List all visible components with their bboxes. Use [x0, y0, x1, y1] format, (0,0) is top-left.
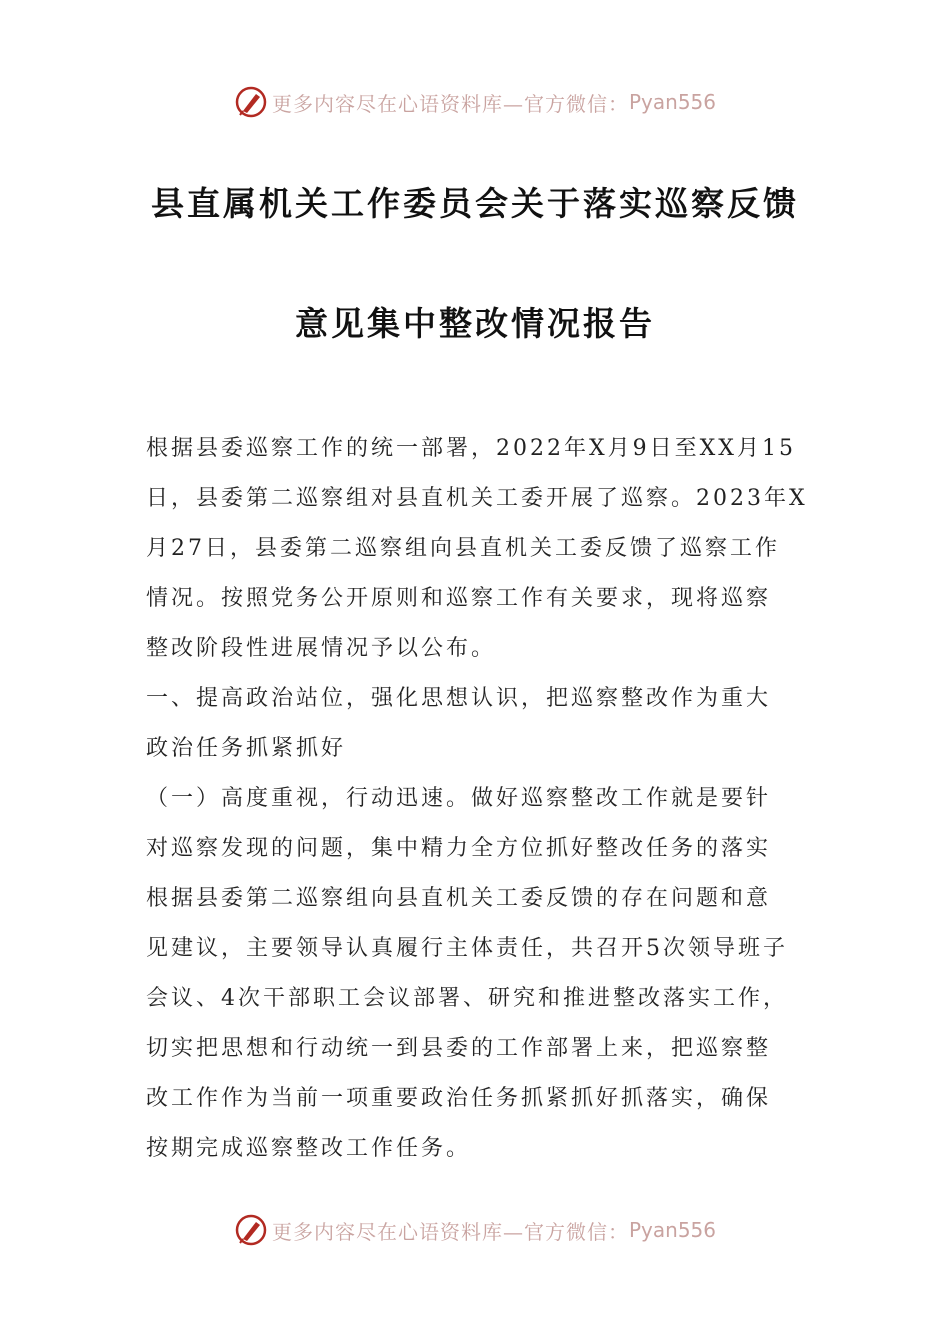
- body-line: 按期完成巡察整改工作任务。: [146, 1136, 472, 1161]
- section-heading-line: 政治任务抓紧抓好: [146, 736, 347, 761]
- footer-banner: [0, 1210, 950, 1250]
- pen-nib-logo-icon: [234, 1213, 268, 1247]
- pen-nib-logo-icon: [234, 85, 268, 119]
- banner-wechat-id: Pyan556: [628, 1218, 716, 1242]
- document-title-line-1: 县直属机关工作委员会关于落实巡察反馈: [151, 184, 799, 223]
- body-line: 改工作作为当前一项重要政治任务抓紧抓好抓落实，确保: [146, 1086, 772, 1111]
- body-line: 日，县委第二巡察组对县直机关工委开展了巡察。2023年X: [146, 486, 808, 511]
- body-line: 整改阶段性进展情况予以公布。: [146, 636, 497, 661]
- section-heading-line: 一、提高政治站位，强化思想认识，把巡察整改作为重大: [146, 686, 772, 711]
- body-line: 会议、4次干部职工会议部署、研究和推进整改落实工作，: [146, 986, 788, 1011]
- document-title-line-2: 意见集中整改情况报告: [295, 304, 655, 343]
- document-body: [146, 424, 808, 1174]
- body-line: 见建议，主要领导认真履行主体责任，共召开5次领导班子: [146, 936, 788, 961]
- body-line: 切实把思想和行动统一到县委的工作部署上来，把巡察整: [146, 1036, 772, 1061]
- banner-text: 更多内容尽在心语资料库—官方微信：: [271, 1219, 629, 1244]
- body-line: （一）高度重视，行动迅速。做好巡察整改工作就是要针: [146, 786, 772, 811]
- body-line: 月27日，县委第二巡察组向县直机关工委反馈了巡察工作: [146, 536, 780, 561]
- body-line: 根据县委巡察工作的统一部署，2022年X月9日至XX月15: [146, 436, 796, 461]
- banner-wechat-id: Pyan556: [628, 90, 716, 114]
- banner-text: 更多内容尽在心语资料库—官方微信：: [271, 91, 629, 116]
- body-line: 情况。按照党务公开原则和巡察工作有关要求，现将巡察: [146, 586, 772, 611]
- body-line: 对巡察发现的问题，集中精力全方位抓好整改任务的落实: [146, 836, 772, 861]
- header-banner: [0, 82, 950, 122]
- body-line: 根据县委第二巡察组向县直机关工委反馈的存在问题和意: [146, 886, 772, 911]
